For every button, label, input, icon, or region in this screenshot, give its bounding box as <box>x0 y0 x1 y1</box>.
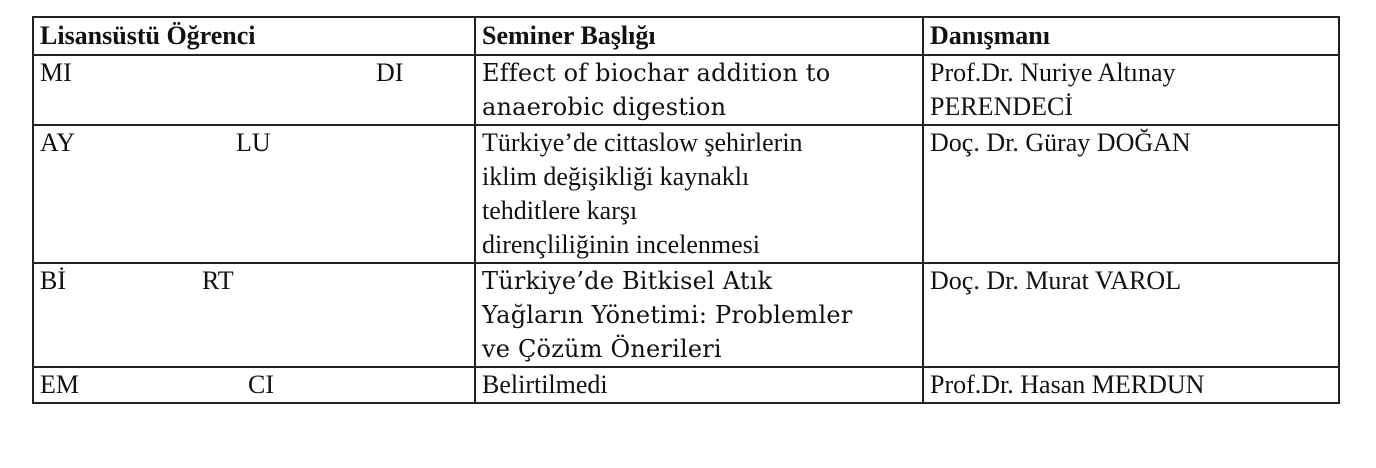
header-seminar-title: Seminer Başlığı <box>475 17 923 55</box>
advisor-cell <box>923 263 1339 367</box>
student-first-name: AY <box>40 128 76 157</box>
seminar-title-line: tehditlere karşı <box>482 196 638 225</box>
seminar-title-cell <box>475 125 923 263</box>
advisor-cell <box>923 55 1339 125</box>
header-student: Lisansüstü Öğrenci <box>33 17 475 55</box>
seminar-title-line: Belirtilmedi <box>482 370 608 399</box>
student-last-name: RT <box>202 266 234 295</box>
advisor-line: Prof.Dr. Hasan MERDUN <box>930 370 1205 399</box>
seminar-title-line: Effect of biochar addition to <box>482 59 831 87</box>
seminar-title-line: anaerobic digestion <box>482 93 727 121</box>
seminar-title-line: Türkiye’de cittaslow şehirlerin <box>482 128 803 157</box>
seminar-title-line: dirençliliğinin incelenmesi <box>482 230 760 259</box>
advisor-line: Doç. Dr. Güray DOĞAN <box>930 128 1191 157</box>
advisor-cell <box>923 125 1339 263</box>
seminar-title-cell <box>475 367 923 403</box>
seminar-title-cell <box>475 55 923 125</box>
table-header-row <box>33 17 1339 55</box>
seminar-title-line: iklim değişikliği kaynaklı <box>482 162 750 191</box>
student-cell <box>33 367 475 403</box>
student-last-name: LU <box>236 128 271 157</box>
student-cell <box>33 55 475 125</box>
advisor-line: PERENDECİ <box>930 92 1073 121</box>
student-last-name: CI <box>248 370 274 399</box>
table-row <box>33 367 1339 403</box>
header-advisor: Danışmanı <box>923 17 1339 55</box>
seminar-table <box>32 16 1340 404</box>
student-first-name: MI <box>40 58 72 87</box>
seminar-title-cell <box>475 263 923 367</box>
student-cell <box>33 263 475 367</box>
table-row <box>33 125 1339 263</box>
advisor-cell <box>923 367 1339 403</box>
seminar-title-line: Türkiye’de Bitkisel Atık <box>482 267 773 295</box>
student-last-name: DI <box>376 58 404 87</box>
seminar-title-line: ve Çözüm Önerileri <box>482 335 722 363</box>
table-row <box>33 263 1339 367</box>
student-cell <box>33 125 475 263</box>
student-first-name: Bİ <box>40 266 66 295</box>
seminar-title-line: Yağların Yönetimi: Problemler <box>482 301 853 329</box>
table-row <box>33 55 1339 125</box>
advisor-line: Doç. Dr. Murat VAROL <box>930 266 1182 295</box>
student-first-name: EM <box>40 370 79 399</box>
advisor-line: Prof.Dr. Nuriye Altınay <box>930 58 1176 87</box>
